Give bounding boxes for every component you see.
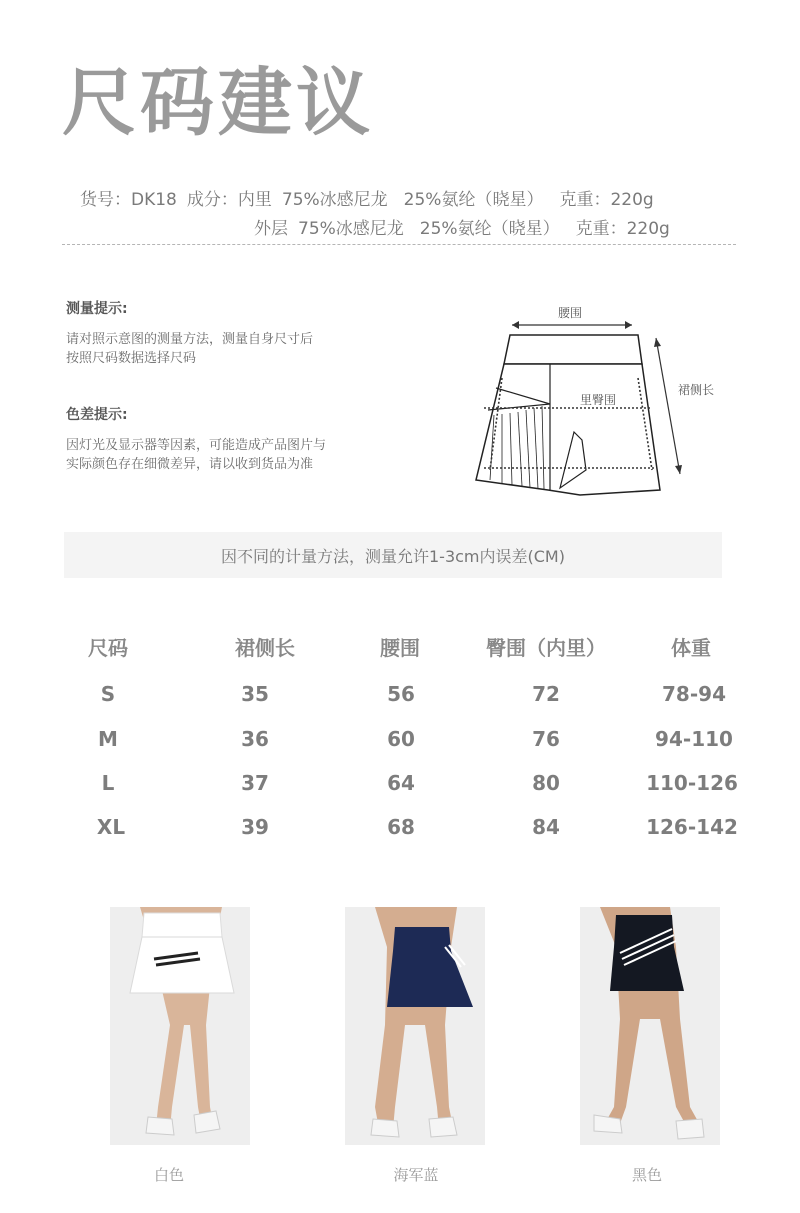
outer-spandex: 25%氨纶（晓星） xyxy=(419,219,560,239)
table-cell: 126-142 xyxy=(646,815,738,839)
outer-nylon: 75%冰感尼龙 xyxy=(298,219,404,239)
page-title: 尺码建议 xyxy=(62,60,374,146)
color-tip-text xyxy=(66,436,326,474)
measure-tip-text xyxy=(66,330,313,368)
outer-layer-label: 外层 xyxy=(254,219,288,239)
tolerance-note: 因不同的计量方法，测量允许1-3cm内误差(CM) xyxy=(64,532,722,578)
product-photo-navy xyxy=(345,907,485,1145)
table-cell: 37 xyxy=(241,771,269,795)
inner-weight: 克重：220g xyxy=(559,190,654,210)
color-label-navy: 海军蓝 xyxy=(393,1166,439,1184)
measure-tip-line: 请对照示意图的测量方法，测量自身尺寸后 xyxy=(66,332,314,347)
table-cell: 78-94 xyxy=(662,682,726,706)
color-label-white: 白色 xyxy=(153,1166,185,1184)
waist-label: 腰围 xyxy=(557,306,583,320)
table-cell: 60 xyxy=(387,727,415,751)
table-cell: 56 xyxy=(387,682,415,706)
color-label-black: 黑色 xyxy=(631,1166,663,1184)
table-cell: 110-126 xyxy=(646,771,738,795)
table-cell: S xyxy=(100,682,116,706)
header-hip: 臀围（内里） xyxy=(486,636,606,660)
skirt-diagram xyxy=(470,300,730,500)
color-tip-title: 色差提示: xyxy=(66,407,128,423)
hip-label: 里臀围 xyxy=(579,393,617,407)
header-weight: 体重 xyxy=(671,636,711,660)
spec-line-inner xyxy=(80,192,654,209)
table-cell: 39 xyxy=(241,815,269,839)
table-cell: 72 xyxy=(532,682,560,706)
measure-tip-line: 按照尺码数据选择尺码 xyxy=(66,351,197,366)
measure-tip-title: 测量提示: xyxy=(66,301,128,317)
item-number: 货号：DK18 xyxy=(80,190,177,210)
table-cell: L xyxy=(101,771,115,795)
table-cell: M xyxy=(98,727,118,751)
color-tip-line: 因灯光及显示器等因素，可能造成产品图片与 xyxy=(66,438,327,453)
table-cell: 64 xyxy=(387,771,415,795)
table-cell: 94-110 xyxy=(655,727,733,751)
inner-nylon: 75%冰感尼龙 xyxy=(281,190,388,210)
composition-label: 成分：内里 xyxy=(186,190,272,210)
length-arrow xyxy=(656,338,680,474)
outer-weight: 克重：220g xyxy=(575,219,670,239)
table-cell: XL xyxy=(96,815,126,839)
table-cell: 84 xyxy=(532,815,560,839)
spec-line-outer xyxy=(254,221,670,238)
measurement-diagram xyxy=(470,300,730,500)
table-cell: 80 xyxy=(532,771,560,795)
header-size: 尺码 xyxy=(88,636,128,660)
length-label: 裙侧长 xyxy=(677,383,715,397)
header-length: 裙侧长 xyxy=(235,636,295,660)
table-cell: 36 xyxy=(241,727,269,751)
header-waist: 腰围 xyxy=(380,636,420,660)
table-cell: 76 xyxy=(532,727,560,751)
table-cell: 35 xyxy=(241,682,269,706)
product-photo-white xyxy=(110,907,250,1145)
inner-spandex: 25%氨纶（晓星） xyxy=(403,190,544,210)
table-cell: 68 xyxy=(387,815,415,839)
divider xyxy=(62,244,736,245)
color-tip-line: 实际颜色存在细微差异，请以收到货品为准 xyxy=(66,457,314,472)
product-photo-black xyxy=(580,907,720,1145)
